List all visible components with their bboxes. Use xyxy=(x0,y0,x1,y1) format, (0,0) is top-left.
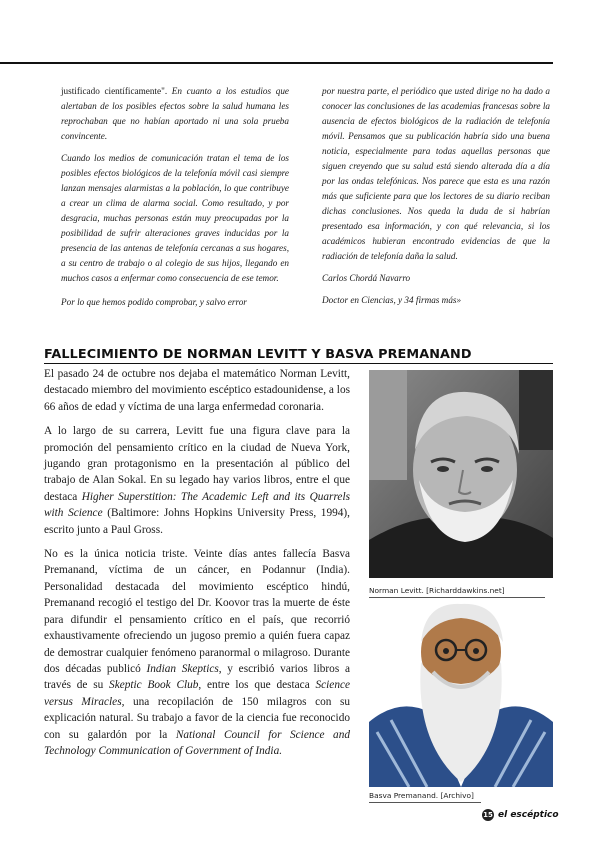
top-rule xyxy=(0,62,553,64)
club-name: Skeptic Book Club xyxy=(109,679,199,692)
article-text: No es la única noticia triste. Veinte días antes fallecía Basva Premanand, víctima de un cáncer, en Podannur (India). Personalidad destacada del movimiento escéptico hindú, Premanand recogió el testigo del Dr. Koovor tras la muerte de éste para difundir el pensamiento crítico en el país, que recorrió exhaustivamente ofreciendo un jugoso premio a quién fuera capaz de demostrar cualquier fenómeno paranormal o milagroso. Durante dos décadas publicó xyxy=(44,548,350,675)
book-title: Science versus Miracles, xyxy=(44,679,350,708)
premanand-caption: Basva Premanand. [Archivo] xyxy=(369,791,474,800)
letter-signature: Carlos Chordá Navarro xyxy=(322,273,411,283)
article-text: , y escribió varios libros a través de su xyxy=(44,662,350,692)
caption-rule xyxy=(369,597,545,598)
letter-left-column xyxy=(61,84,289,317)
page-footer xyxy=(482,809,559,821)
caption-rule xyxy=(369,802,481,803)
letter-right-column xyxy=(322,84,550,315)
basva-premanand-photo xyxy=(369,602,553,787)
letter-paragraph: Cuando los medios de comunicación tratan el tema de los posibles efectos biológicos de la telefonía móvil casi siempre lanzan mensajes alarmistas a la población, lo que contribuye a crear un clima de alarma social. Como resultado, y por desgracia, muchas personas están muy preocupadas por la posibilidad de sufrir alteraciones graves inducidas por la presencia de las antenas de telefonía cercanas a sus hogares, a su centro de trabajo o al colegio de sus hijos, llegando en muchos casos a enfermar como consecuencia de ese temor. xyxy=(61,153,289,283)
letter-quote-end: justificado científicamente". xyxy=(61,86,168,96)
article-paragraph xyxy=(44,423,350,538)
magazine-title: Indian Skeptics xyxy=(146,662,219,675)
article-text: (Baltimore: Johns Hopkins University Press, 1994), escrito junto a Paul Gross. xyxy=(44,507,350,536)
levitt-caption: Norman Levitt. [Richarddawkins.net] xyxy=(369,586,505,595)
article-body xyxy=(44,366,350,767)
letter-text: En cuanto a los estudios que alertaban de los posibles efectos sobre la salud humana les reprochaban que no habían aportado ni una sola prueba convincente. xyxy=(61,86,289,141)
heading-rule xyxy=(44,363,553,364)
article-text: A lo largo de su carrera, Levitt fue una figura clave para la promoción del pensamiento crítico en la ciudad de Nueva York, jugando gran protagonismo en la presentación al público del trabajo de Alan Sokal. En su legado hay varios libros, entre el que destaca xyxy=(44,425,350,503)
norman-levitt-photo xyxy=(369,370,553,578)
page-number: 15 xyxy=(483,811,493,819)
article-heading: FALLECIMIENTO DE NORMAN LEVITT Y BASVA PREMANAND xyxy=(44,347,472,362)
book-title: Higher Superstition: The Academic Left and its Quarrels with Science xyxy=(44,490,350,520)
magazine-name: el escéptico xyxy=(498,810,559,820)
article-text: , entre los que destaca xyxy=(198,679,316,692)
letter-paragraph xyxy=(61,84,289,144)
article-paragraph: El pasado 24 de octubre nos dejaba el matemático Norman Levitt, destacado miembro del movimiento escéptico estadounidense, a los 66 años de edad y víctima de una larga enfermedad coronaria. xyxy=(44,368,350,413)
letter-paragraph: por nuestra parte, el periódico que usted dirige no ha dado a conocer las conclusiones de las academias francesas sobre la ausencia de efectos biológicos de la radiación de telefonía móvil. Pensamos que su publicación habría sido una buena noticia, especialmente para todas aquellas personas que siguen creyendo que su salud está siendo alterada día a día por las ondas telefónicas. Nos parece que esta es una razón más que suficiente para que los lectores de su diario reciban dichas conclusiones. Nos queda la duda de si habrían presentado esa información, y con qué relevancia, si los académicos hubieran encontrado evidencias de que la radiación de telefonía daña la salud. xyxy=(322,86,550,261)
letter-paragraph: Por lo que hemos podido comprobar, y salvo error xyxy=(61,297,247,307)
council-name: National Council for Science and Technology Communication of Government of India. xyxy=(44,728,351,757)
letter-signature-title: Doctor en Ciencias, y 34 firmas más» xyxy=(322,295,462,305)
article-text: una recopilación de 150 milagros con su explicación natural. Su trabajo a favor de la ciencia fue reconocido con su galardón por la xyxy=(44,695,351,741)
article-paragraph xyxy=(44,546,350,759)
basva-premanand-portrait xyxy=(369,602,553,787)
norman-levitt-portrait xyxy=(369,370,553,578)
